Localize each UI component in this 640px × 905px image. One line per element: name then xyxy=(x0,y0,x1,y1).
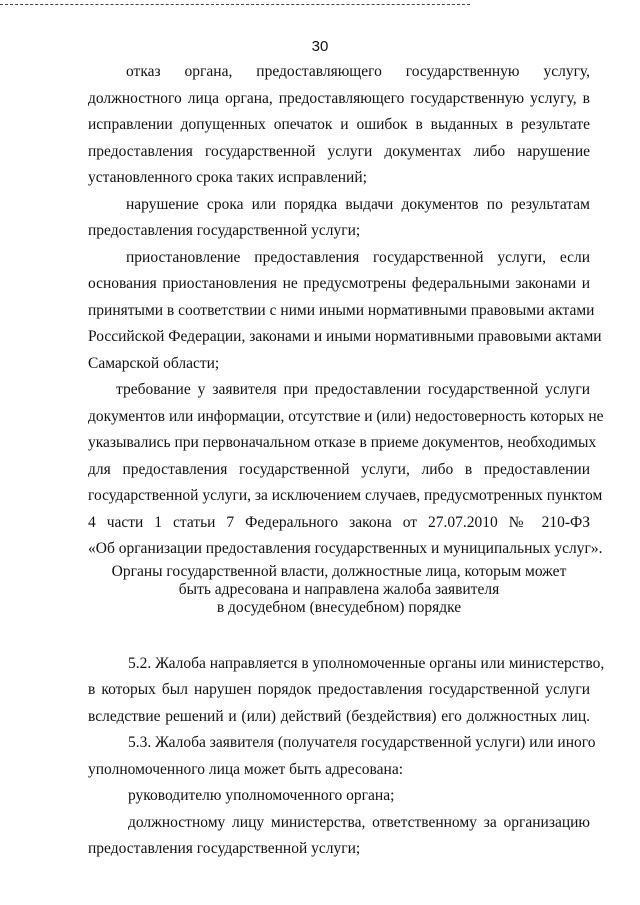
text-line: установленного срока таких исправлений; xyxy=(88,169,367,186)
text-line: предоставления государственной услуги; xyxy=(88,840,361,857)
paragraph-refusal xyxy=(88,59,590,192)
text-line: требование у заявителя при предоставлении государственной услуги xyxy=(116,381,590,398)
text-line: уполномоченного лица может быть адресована: xyxy=(88,760,404,778)
text-line: указывались при первоначальном отказе в приеме документов, необходимых xyxy=(88,434,597,451)
paragraph-document-demand xyxy=(88,377,604,563)
text-line: в которых был нарушен порядок предоставления государственной услуги xyxy=(88,681,590,698)
text-line: исправлении допущенных опечаток и ошибок в выданных в результате xyxy=(88,116,590,133)
text-line: нарушение срока или порядка выдачи документов по результатам xyxy=(126,195,590,213)
page-number: 30 xyxy=(311,38,329,55)
text-line: «Об организации предоставления государственных и муниципальных услуг». xyxy=(88,540,603,557)
document-body xyxy=(88,59,605,863)
text-line: должностному лицу министерства, ответственному за организацию xyxy=(128,813,590,831)
text-line: 4 части 1 статьи 7 Федерального закона от 27.07.2010 № 210-ФЗ xyxy=(88,513,590,531)
text-line: основания приостановления не предусмотрены федеральными законами и xyxy=(88,275,590,292)
heading-line: Органы государственной власти, должностные лица, которым может xyxy=(111,562,567,580)
heading-line: в досудебном (внесудебном) порядке xyxy=(216,598,462,616)
text-line: Российской Федерации, законами и иными нормативными правовыми актами xyxy=(88,328,602,345)
text-line: государственной услуги, за исключением случаев, предусмотренных пунктом xyxy=(88,487,603,504)
section-heading xyxy=(88,563,590,617)
text-line: отказ органа, предоставляющего государственную услугу, xyxy=(126,63,590,80)
text-line: руководителю уполномоченного органа; xyxy=(128,787,395,804)
text-line: вследствие решений и (или) действий (бездействия) его должностных лиц. xyxy=(88,707,590,725)
text-line: документов или информации, отсутствие и (или) недостоверность которых не xyxy=(88,407,604,425)
paragraph-head-of-authority xyxy=(88,783,590,810)
paragraph-5-2 xyxy=(88,651,605,731)
text-line: Самарской области; xyxy=(88,354,220,372)
paragraph-5-3 xyxy=(88,730,596,783)
text-line: предоставления государственной услуги; xyxy=(88,222,361,239)
paragraph-suspension xyxy=(88,245,602,378)
text-line: 5.3. Жалоба заявителя (получателя государственной услуги) или иного xyxy=(128,734,596,751)
text-line: должностного лица органа, предоставляющего государственную услугу, в xyxy=(88,89,590,107)
text-line: приостановление предоставления государственной услуги, если xyxy=(126,248,590,266)
text-line: 5.2. Жалоба направляется в уполномоченные органы или министерство, xyxy=(128,654,605,672)
text-line: для предоставления государственной услуги, либо в предоставлении xyxy=(88,460,590,478)
heading-line: быть адресована и направлена жалоба заявителя xyxy=(178,580,500,598)
text-line: принятыми в соответствии с ними иными нормативными правовыми актами xyxy=(88,301,595,319)
paragraph-ministry-official xyxy=(88,810,590,863)
text-line: предоставления государственной услуги документах либо нарушение xyxy=(88,142,590,160)
top-dashed-border xyxy=(0,4,470,5)
paragraph-deadline-violation xyxy=(88,192,590,245)
